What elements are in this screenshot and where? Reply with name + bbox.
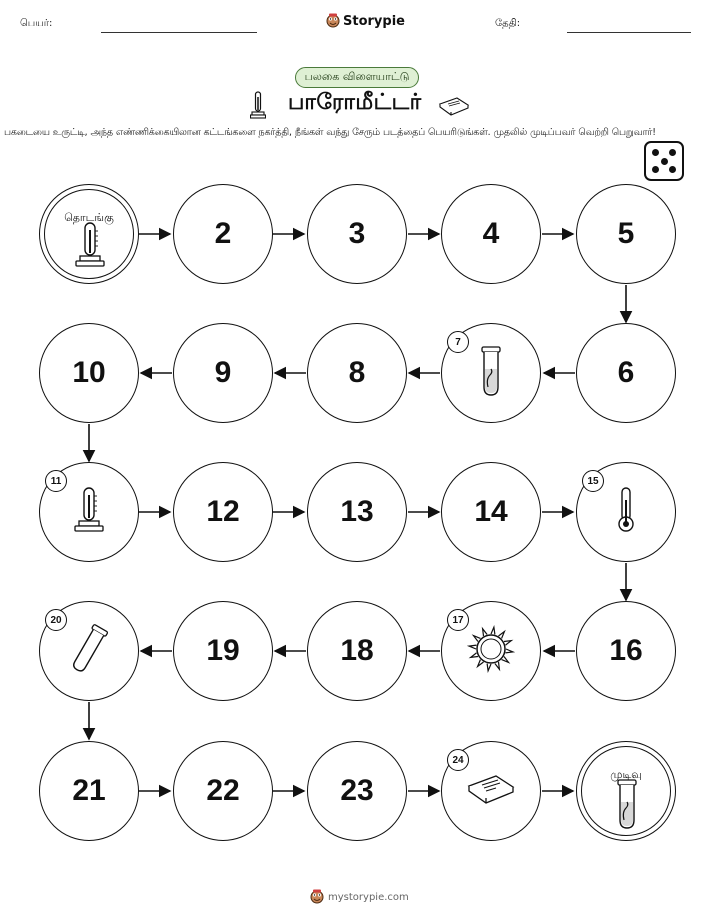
square-number: 5 bbox=[617, 217, 635, 250]
square-number-badge: 20 bbox=[45, 609, 67, 631]
board-square bbox=[307, 323, 407, 423]
category-pill-text: பலகை விளையாட்டு bbox=[304, 70, 410, 83]
barometer-icon bbox=[72, 221, 108, 273]
footer bbox=[310, 889, 409, 905]
storypie-mascot-icon bbox=[310, 889, 324, 905]
board-square bbox=[307, 184, 407, 284]
square-number: 2 bbox=[214, 217, 232, 250]
board-square bbox=[576, 184, 676, 284]
square-number: 22 bbox=[206, 774, 240, 807]
board-square bbox=[39, 741, 139, 841]
square-number-badge: 11 bbox=[45, 470, 67, 492]
page-title: பாரோமீட்டர் bbox=[288, 90, 422, 115]
board-square bbox=[576, 601, 676, 701]
start-label: தொடங்கு bbox=[64, 211, 114, 224]
barometer-icon bbox=[71, 486, 107, 538]
name-label: பெயர்: bbox=[20, 18, 53, 29]
square-number: 10 bbox=[72, 356, 106, 389]
square-number: 4 bbox=[482, 217, 500, 250]
square-number-badge: 15 bbox=[582, 470, 604, 492]
date-label: தேதி: bbox=[495, 18, 521, 29]
board-square bbox=[576, 323, 676, 423]
empty-tube-icon bbox=[67, 623, 111, 679]
slab-icon bbox=[466, 772, 516, 810]
board-square bbox=[173, 741, 273, 841]
brand-name: Storypie bbox=[343, 13, 405, 29]
square-number: 18 bbox=[340, 634, 374, 667]
square-number: 9 bbox=[214, 356, 232, 389]
square-number: 8 bbox=[348, 356, 366, 389]
start-square bbox=[39, 184, 139, 284]
square-number-badge: 24 bbox=[447, 749, 469, 771]
square-number: 21 bbox=[72, 774, 106, 807]
board-square bbox=[307, 601, 407, 701]
finish-square bbox=[576, 741, 676, 841]
footer-url[interactable]: mystorypie.com bbox=[328, 891, 409, 903]
finish-label: முடிவு bbox=[610, 768, 642, 781]
sun-icon bbox=[467, 625, 515, 677]
square-number: 19 bbox=[206, 634, 240, 667]
board-square bbox=[307, 741, 407, 841]
square-number-badge: 7 bbox=[447, 331, 469, 353]
test-tube-icon bbox=[609, 778, 645, 834]
instructions: பகடையை உருட்டி, அந்த எண்ணிக்கையிலான கட்டங்களை நகர்த்தி, நீங்கள் வந்து சேரும் படத்தைப் பெயரிடுங்கள். முதலில் முடிப்பவர் வெற்றி பெறுவார்! bbox=[4, 127, 657, 138]
square-number: 16 bbox=[609, 634, 643, 667]
square-number: 13 bbox=[340, 495, 374, 528]
board-square bbox=[441, 462, 541, 562]
board-square bbox=[39, 323, 139, 423]
square-number: 14 bbox=[474, 495, 508, 528]
thermometer-icon bbox=[608, 486, 644, 538]
board-square bbox=[173, 184, 273, 284]
board-square bbox=[307, 462, 407, 562]
square-number: 3 bbox=[348, 217, 366, 250]
square-number-badge: 17 bbox=[447, 609, 469, 631]
test-tube-icon bbox=[473, 345, 509, 401]
square-number: 12 bbox=[206, 495, 240, 528]
board-square bbox=[173, 323, 273, 423]
square-number: 23 bbox=[340, 774, 374, 807]
board-square bbox=[173, 462, 273, 562]
board-square bbox=[441, 184, 541, 284]
board-square bbox=[173, 601, 273, 701]
square-number: 6 bbox=[617, 356, 635, 389]
